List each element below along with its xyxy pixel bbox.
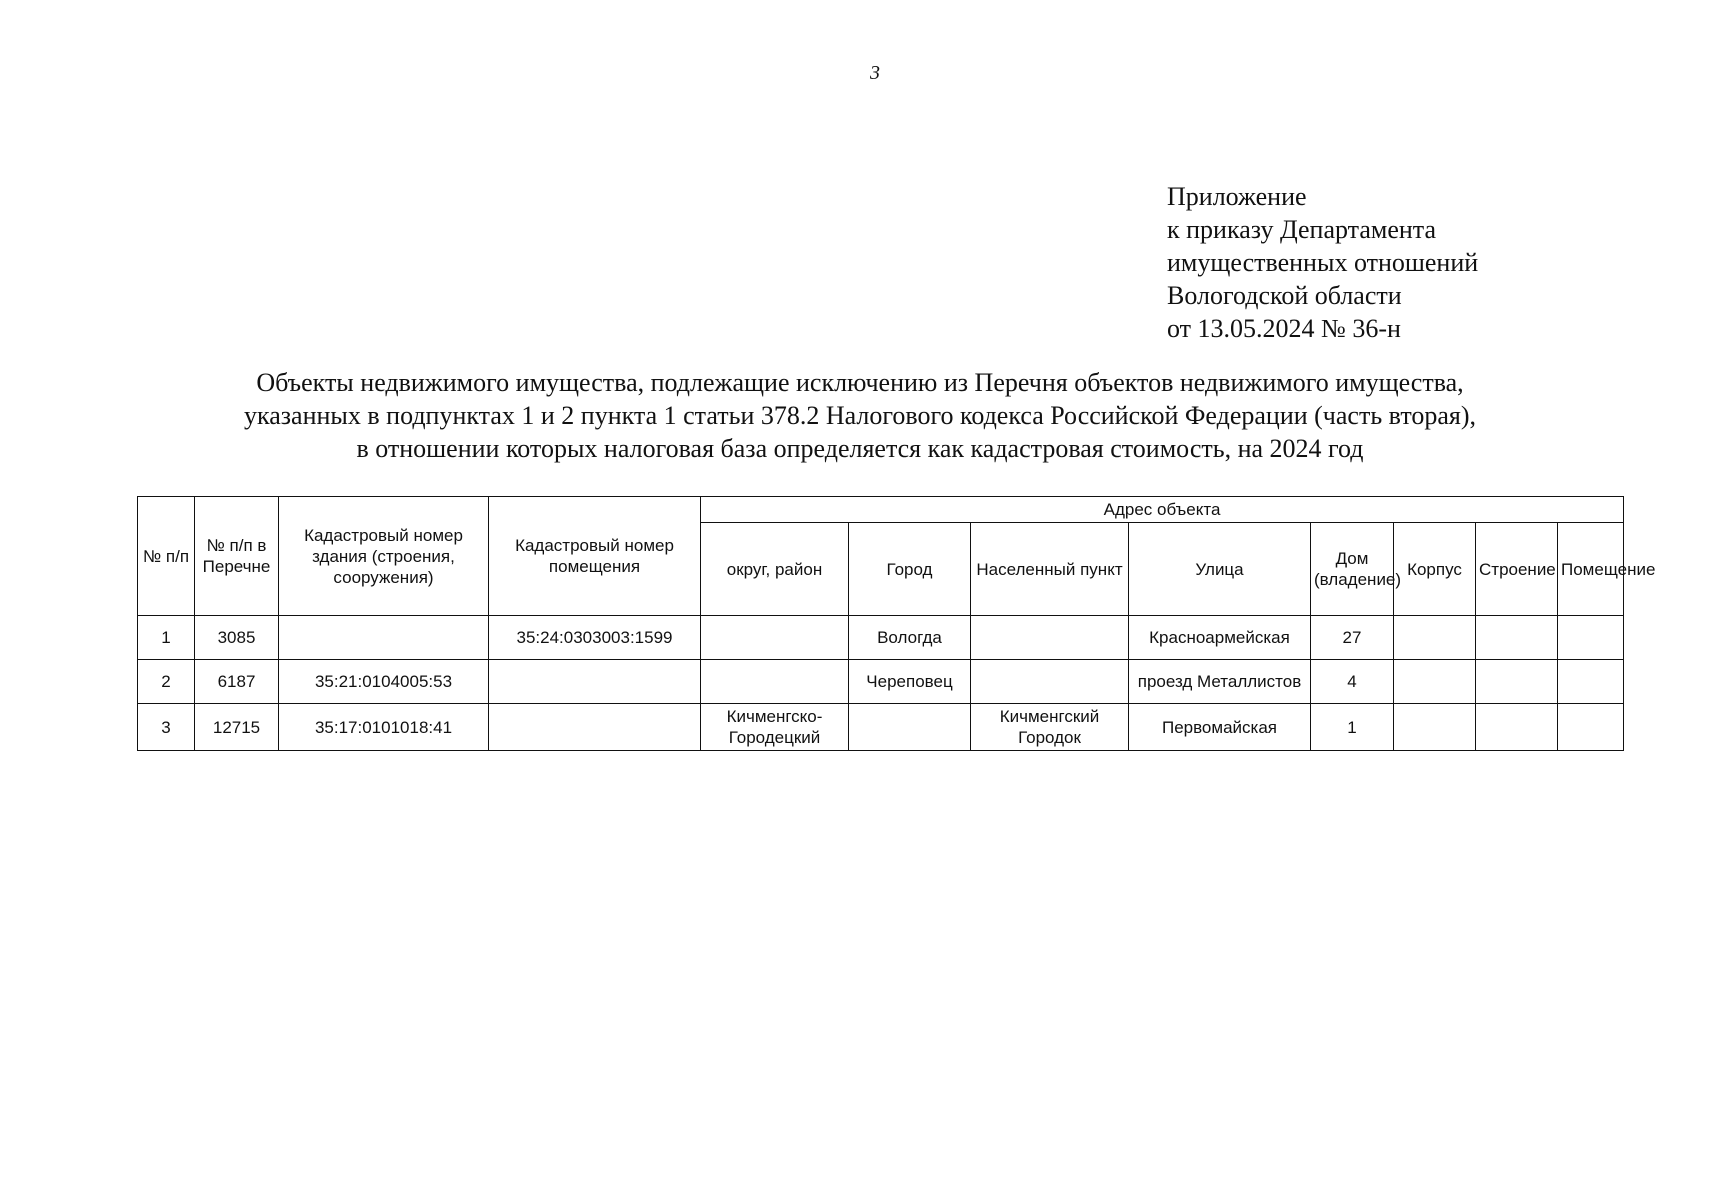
cell-num: 3 [138,704,195,751]
cell-city: Череповец [849,660,971,704]
cell-korpus [1394,704,1476,751]
title-line: в отношении которых налоговая база определяется как кадастровая стоимость, на 2024 год [356,434,1364,463]
cell-building [1476,704,1558,751]
cell-num: 2 [138,660,195,704]
cell-street: Первомайская [1129,704,1311,751]
cell-house: 1 [1311,704,1394,751]
header-city: Город [849,523,971,616]
objects-table [137,496,1656,751]
cell-settlement [971,616,1129,660]
cell-settlement: Кичменгский Городок [971,704,1129,751]
header-settlement: Населенный пункт [971,523,1129,616]
header-korpus: Корпус [1394,523,1476,616]
table-row [138,704,1624,751]
cell-district: Кичменгско-Городецкий [701,704,849,751]
header-building: Строение [1476,523,1558,616]
cell-num: 1 [138,616,195,660]
cell-korpus [1394,616,1476,660]
header-list-num: № п/п в Перечне [195,497,279,616]
cell-street: проезд Металлистов [1129,660,1311,704]
header-building-cadastral: Кадастровый номер здания (строения, сооружения) [279,497,489,616]
cell-building-cadastral: 35:17:0101018:41 [279,704,489,751]
cell-room [1558,616,1624,660]
header-house: Дом (владение) [1311,523,1394,616]
appendix-line: имущественных отношений [1167,248,1479,277]
cell-list-num: 6187 [195,660,279,704]
appendix-line: от 13.05.2024 № 36-н [1167,314,1401,343]
cell-korpus [1394,660,1476,704]
cell-list-num: 12715 [195,704,279,751]
cell-house: 27 [1311,616,1394,660]
appendix-line: Приложение [1167,182,1307,211]
header-premises-cadastral: Кадастровый номер помещения [489,497,701,616]
cell-premises-cadastral [489,660,701,704]
header-address-group: Адрес объекта [701,497,1624,523]
cell-district [701,660,849,704]
table-row [138,616,1624,660]
header-district: округ, район [701,523,849,616]
cell-building [1476,616,1558,660]
cell-city: Вологда [849,616,971,660]
page-number: 3 [870,62,880,84]
cell-city [849,704,971,751]
cell-building-cadastral: 35:21:0104005:53 [279,660,489,704]
appendix-line: к приказу Департамента [1167,215,1437,244]
cell-list-num: 3085 [195,616,279,660]
cell-building-cadastral [279,616,489,660]
document-title [100,366,1620,465]
title-line: Объекты недвижимого имущества, подлежащие исключению из Перечня объектов недвижимого имущества, [256,368,1464,397]
appendix-line: Вологодской области [1167,281,1402,310]
header-street: Улица [1129,523,1311,616]
cell-premises-cadastral: 35:24:0303003:1599 [489,616,701,660]
header-room: Помещение [1558,523,1624,616]
cell-room [1558,660,1624,704]
header-num: № п/п [138,497,195,616]
cell-premises-cadastral [489,704,701,751]
cell-room [1558,704,1624,751]
appendix-block [1167,180,1478,345]
cell-district [701,616,849,660]
cell-house: 4 [1311,660,1394,704]
table-row [138,660,1624,704]
cell-building [1476,660,1558,704]
cell-settlement [971,660,1129,704]
cell-street: Красноармейская [1129,616,1311,660]
title-line: указанных в подпунктах 1 и 2 пункта 1 статьи 378.2 Налогового кодекса Российской Федерации (часть вторая), [244,401,1476,430]
